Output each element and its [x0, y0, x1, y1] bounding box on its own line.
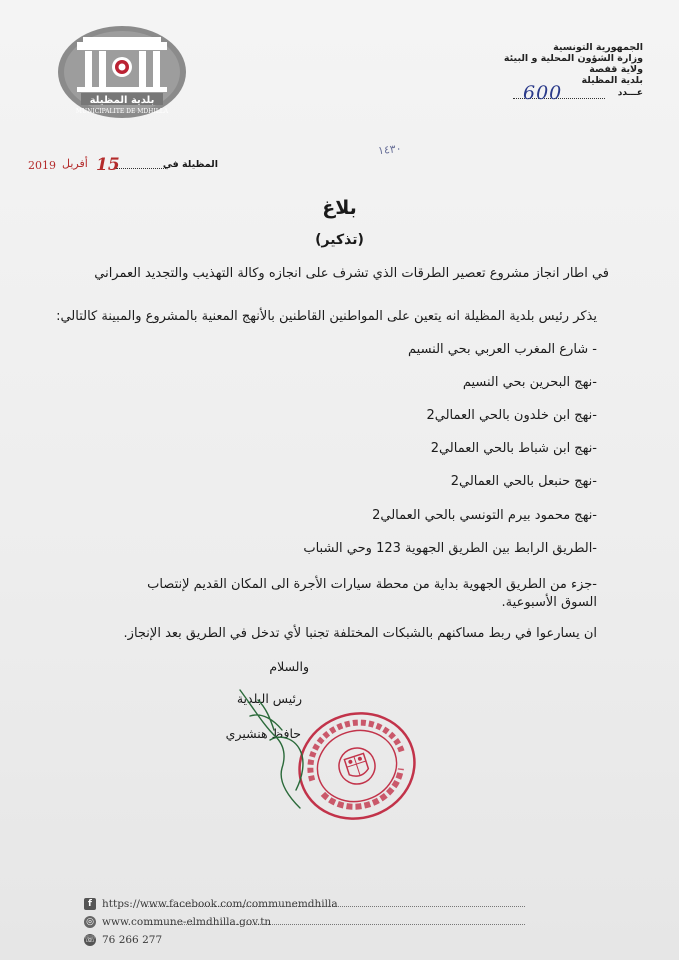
header-line-governorate: ولاية قفصة: [589, 64, 643, 75]
logo-arabic-text: بلدية المظيلة: [89, 95, 155, 106]
reference-number: 600: [523, 82, 563, 104]
street-item: - شارع المغرب العربي بحي النسيم: [408, 342, 597, 357]
announcement-title: بلاغ: [322, 197, 357, 219]
announcement-subtitle: (تذكير): [315, 232, 364, 248]
footer-phone: [84, 931, 504, 949]
request-line: ان يسارعوا في ربط مساكنهم بالشبكات المختلفة تجنبا لأي تدخل في الطريق بعد الإنجاز.: [123, 626, 597, 641]
municipality-logo: [55, 20, 190, 120]
website-link[interactable]: www.commune-elmdhilla.gov.tn: [102, 916, 272, 928]
street-item: -نهج ابن شباط بالحي العمالي2: [430, 441, 597, 456]
facebook-link[interactable]: https://www.facebook.com/communemdhilla: [102, 898, 338, 910]
street-item: -نهج محمود بيرم التونسي بالحي العمالي2: [372, 508, 597, 523]
intro-line-1: في اطار انجاز مشروع تعصير الطرقات الذي تشرف على انجازه وكالة التهذيب والتجديد العمراني: [94, 266, 609, 281]
signatory-name: حافظ هنشيري: [225, 726, 301, 741]
logo-french-text: MUNICIPALITE DE MDHILLA: [75, 108, 169, 115]
header-line-municipality: بلدية المظيلة: [581, 75, 643, 86]
issuer-header: [503, 42, 643, 86]
header-line-republic: الجمهورية التونسية: [553, 42, 643, 53]
street-item: -نهج البحرين بحي النسيم: [462, 375, 597, 390]
phone-icon: ☏: [84, 935, 96, 945]
received-stamp-number: ١٤٣٠: [377, 141, 403, 158]
facebook-icon: f: [84, 898, 96, 910]
date-day: 15: [96, 155, 120, 175]
date-year: 2019: [28, 159, 56, 172]
globe-icon: ◎: [84, 916, 96, 928]
street-item: -الطريق الرابط بين الطريق الجهوية 123 وحي الشباب: [303, 541, 597, 556]
signatory-title: رئيس البلدية: [236, 691, 302, 706]
place-label: المظيلة في: [162, 159, 218, 170]
footer-facebook: [84, 895, 504, 913]
phone-number: 76 266 277: [102, 934, 163, 946]
header-line-ministry: وزارة الشؤون المحلية و البيئة: [503, 53, 643, 64]
date-line: [28, 155, 218, 179]
street-item: -نهج حنبعل بالحي العمالي2: [450, 474, 597, 489]
reference-number-line: [513, 82, 643, 104]
footer-website: [84, 913, 504, 931]
street-item: -نهج ابن خلدون بالحي العمالي2: [426, 408, 597, 423]
intro-line-2: يذكر رئيس بلدية المظيلة انه يتعين على المواطنين القاطنين بالأنهج المعنية بالمشروع والمبينة كالتالي:: [56, 309, 597, 324]
street-item: -جزء من الطريق الجهوية بداية من محطة سيارات الأجرة الى المكان القديم لإنتصاب السوق الأسبوعية.: [147, 577, 597, 610]
closing-salutation: والسلام: [269, 659, 309, 674]
footer-contacts: [84, 895, 504, 949]
reference-label: عـــدد: [617, 88, 643, 98]
handwritten-signature: [222, 686, 342, 816]
date-month: أفريل: [62, 157, 88, 170]
